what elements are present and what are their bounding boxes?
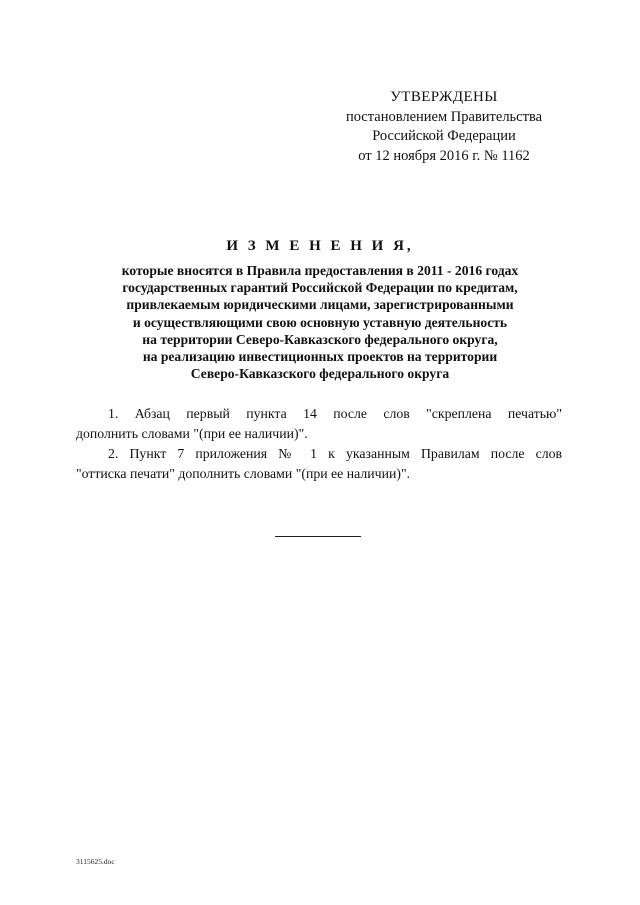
approval-line: постановлением Правительства: [345, 108, 543, 125]
separator-line: [275, 536, 361, 537]
subtitle-line: привлекаемым юридическими лицами, зарегистрированными: [126, 297, 514, 313]
document-body: [76, 404, 562, 484]
item-line: дополнить словами "(при ее наличии)".: [76, 426, 308, 441]
document-title: И З М Е Н Е Н И Я,: [226, 238, 414, 254]
document-subtitle: [60, 262, 580, 382]
footer-doc-code: 3115625.doc: [76, 857, 115, 866]
list-item: [76, 444, 562, 484]
item-line: "оттиска печати" дополнить словами "(при ее наличии)".: [76, 466, 411, 481]
approval-date-number: от 12 ноября 2016 г. № 1162: [358, 147, 530, 164]
subtitle-line: на территории Северо-Кавказского федерального округа,: [142, 331, 498, 347]
subtitle-line: и осуществляющими свою основную уставную деятельность: [132, 314, 508, 330]
subtitle-line: Северо-Кавказского федерального округа: [190, 366, 450, 382]
item-line: 2. Пункт 7 приложения № 1 к указанным Правилам после слов: [108, 446, 562, 461]
list-item: [76, 404, 562, 444]
subtitle-line: государственных гарантий Российской Федерации по кредитам,: [122, 280, 518, 296]
approval-title: УТВЕРЖДЕНЫ: [390, 89, 498, 105]
approval-line: Российской Федерации: [372, 128, 516, 144]
subtitle-line: которые вносятся в Правила предоставления в 2011 - 2016 годах: [121, 263, 519, 278]
approval-stamp: [330, 88, 558, 166]
item-line: 1. Абзац первый пункта 14 после слов "скреплена печатью": [108, 406, 562, 421]
subtitle-line: на реализацию инвестиционных проектов на территории: [142, 349, 498, 365]
